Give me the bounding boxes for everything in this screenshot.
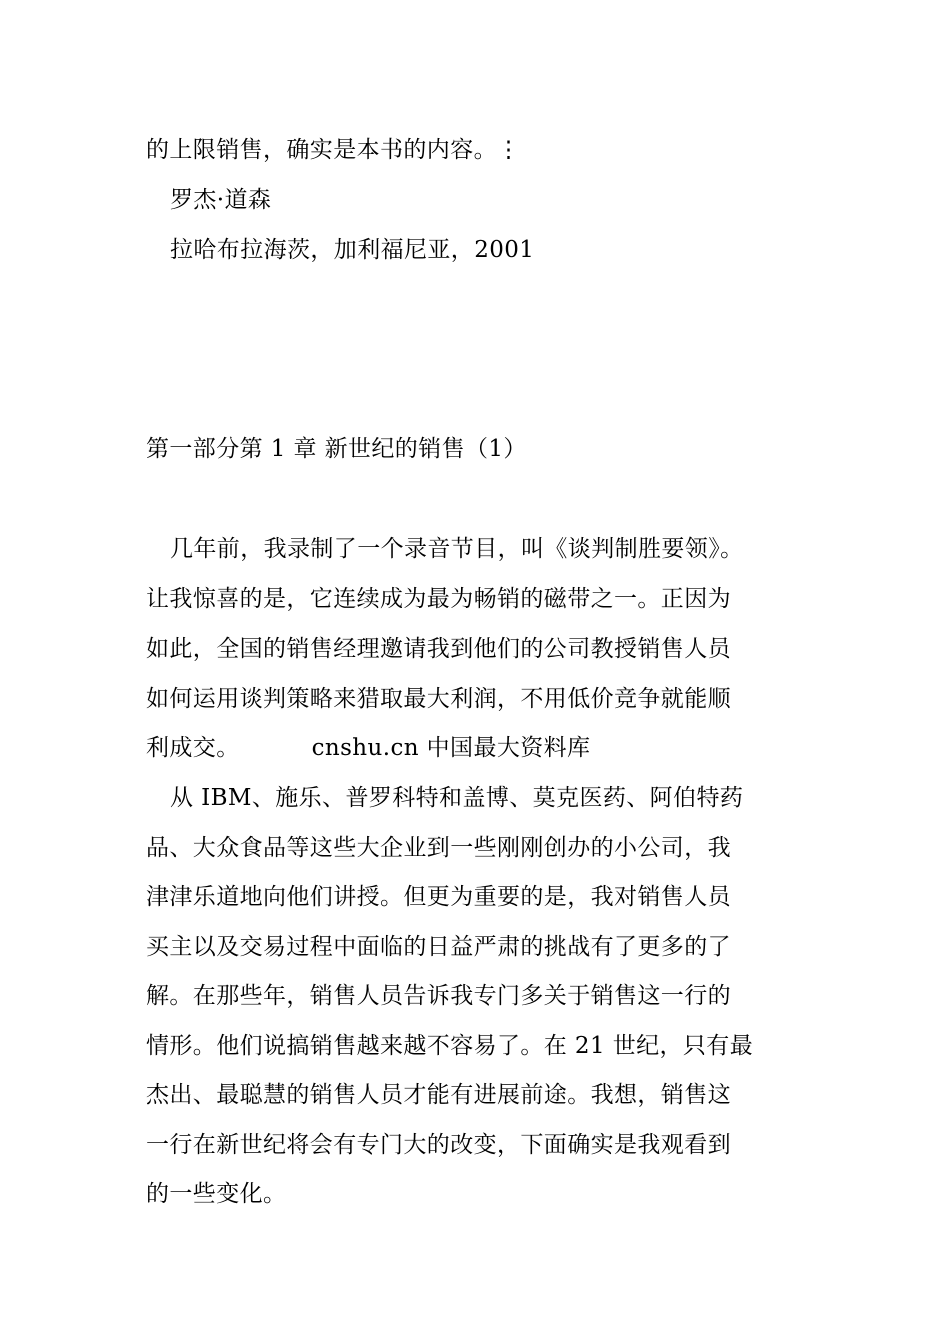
- paragraph-line: 一行在新世纪将会有专门大的改变，下面确实是我观看到: [146, 1132, 731, 1158]
- paragraph-line: 的一些变化。: [146, 1181, 287, 1207]
- preface-closing-line: 的上限销售，确实是本书的内容。⋮: [146, 137, 521, 163]
- paragraph-line-last: [146, 733, 590, 763]
- paragraph-line: 如何运用谈判策略来猎取最大利润，不用低价竞争就能顺: [146, 686, 731, 712]
- paragraph-line-text: 利成交。: [146, 735, 240, 761]
- paragraph-line: 几年前，我录制了一个录音节目，叫《谈判制胜要领》。: [170, 536, 744, 562]
- paragraph-line: 情形。他们说搞销售越来越不容易了。在 21 世纪，只有最: [146, 1033, 754, 1059]
- paragraph-line: 津津乐道地向他们讲授。但更为重要的是，我对销售人员: [146, 884, 731, 910]
- paragraph-line: 品、大众食品等这些大企业到一些刚刚创办的小公司，我: [146, 835, 731, 861]
- paragraph-line: 从 IBM、施乐、普罗科特和盖博、莫克医药、阿伯特药: [170, 785, 744, 811]
- chapter-heading: 第一部分第 1 章 新世纪的销售（1）: [146, 436, 527, 462]
- paragraph-line: 买主以及交易过程中面临的日益严肃的挑战有了更多的了: [146, 934, 731, 960]
- paragraph-line: 让我惊喜的是，它连续成为最为畅销的磁带之一。正因为: [146, 586, 731, 612]
- paragraph-line: 如此，全国的销售经理邀请我到他们的公司教授销售人员: [146, 636, 731, 662]
- paragraph-line: 解。在那些年，销售人员告诉我专门多关于销售这一行的: [146, 983, 731, 1009]
- place-and-year: 拉哈布拉海茨，加利福尼亚，2001: [170, 237, 535, 263]
- paragraph-line: 杰出、最聪慧的销售人员才能有进展前途。我想，销售这: [146, 1082, 731, 1108]
- author-signature: 罗杰·道森: [170, 187, 272, 213]
- watermark-text: cnshu.cn 中国最大资料库: [311, 735, 591, 761]
